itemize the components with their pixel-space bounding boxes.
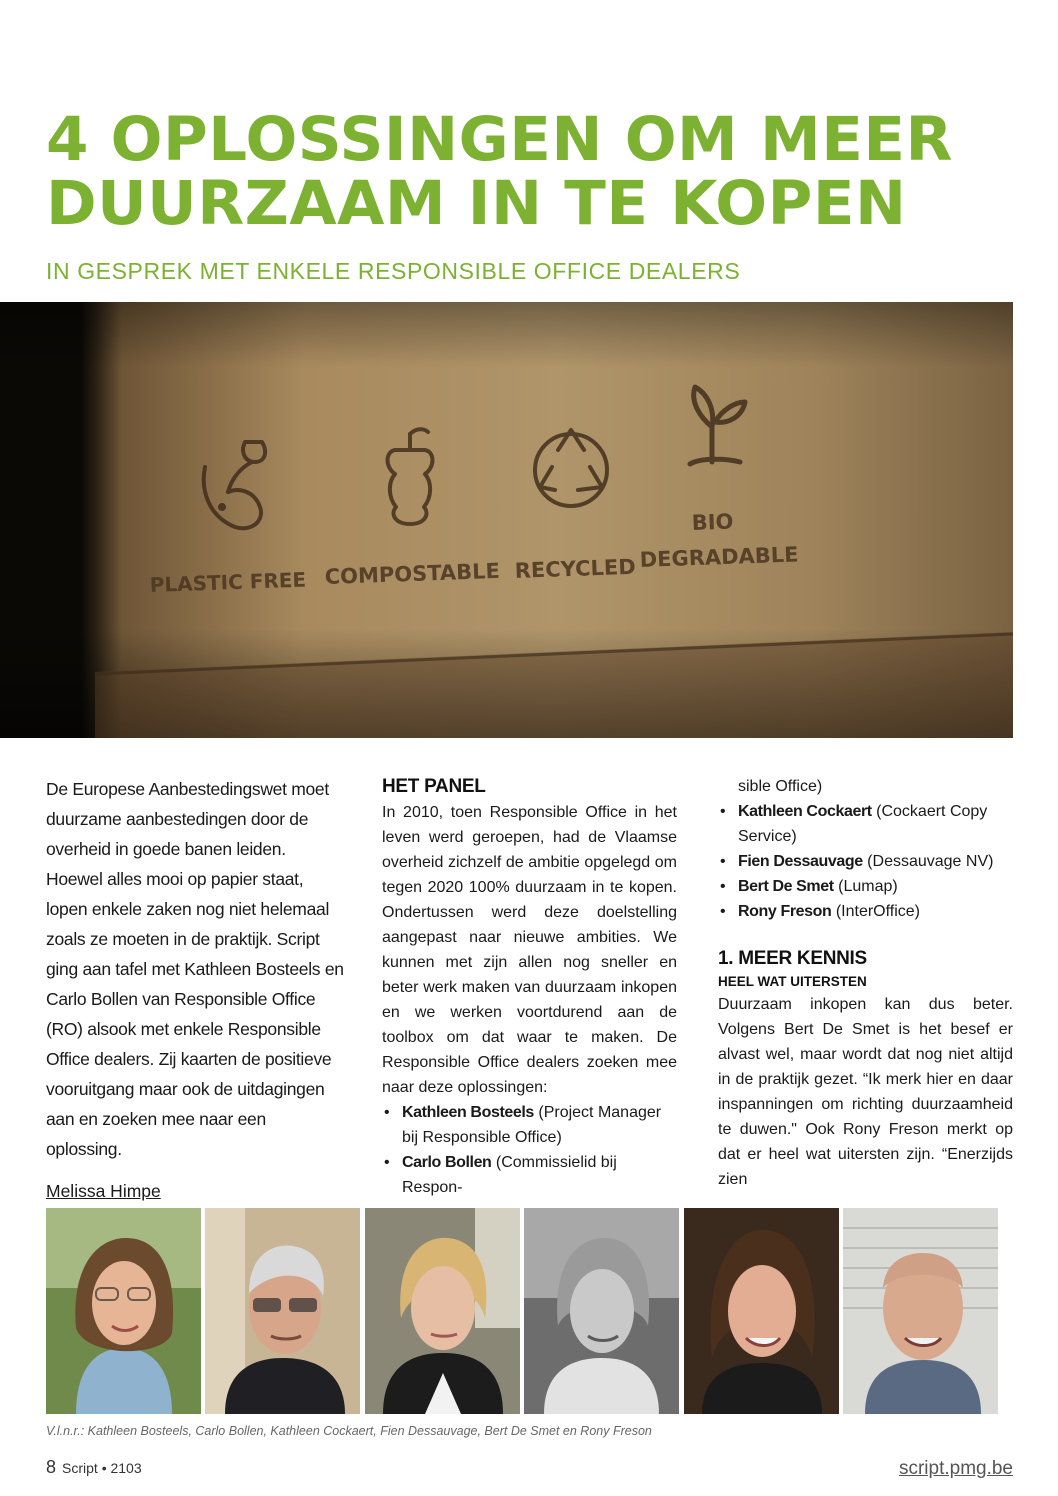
article-title-line-1: 4 OPLOSSINGEN OM MEER xyxy=(46,104,954,175)
portrait-photo xyxy=(684,1208,839,1414)
portrait-photo xyxy=(46,1208,201,1414)
list-continuation: sible Office) xyxy=(738,778,823,795)
portrait-photo xyxy=(843,1208,998,1414)
portrait-strip xyxy=(46,1208,998,1414)
label-bio: BIO xyxy=(691,509,734,535)
member-name: Rony Freson xyxy=(738,903,832,920)
list-item xyxy=(382,1100,677,1150)
list-item xyxy=(718,849,1013,874)
member-org: (Project Manager bij Responsible Office) xyxy=(402,1104,662,1146)
label-compostable: COMPOSTABLE xyxy=(324,558,501,589)
member-name: Carlo Bollen xyxy=(402,1154,492,1171)
section-heading: 1. MEER KENNIS xyxy=(718,948,867,969)
panel-column xyxy=(382,774,677,1200)
intro-column xyxy=(46,774,346,1206)
member-org: (InterOffice) xyxy=(831,903,921,920)
photo-caption: V.l.n.r.: Kathleen Bosteels, Carlo Bollen, Kathleen Cockaert, Fien Dessauvage, Bert De Smet en Rony Freson xyxy=(46,1424,652,1438)
member-org: (Dessauvage NV) xyxy=(862,853,994,870)
member-org: (Cockaert Copy Service) xyxy=(738,803,988,845)
article-title-line-2: DUURZAAM IN TE KOPEN xyxy=(46,168,907,239)
list-item xyxy=(382,1150,677,1200)
portrait-photo xyxy=(524,1208,679,1414)
page-number: 8 xyxy=(46,1457,57,1477)
member-name: Fien Dessauvage xyxy=(738,853,863,870)
author-link[interactable]: Melissa Himpe xyxy=(46,1181,161,1201)
portrait-photo xyxy=(205,1208,360,1414)
panel-member-list xyxy=(382,1100,677,1200)
label-recycled: RECYCLED xyxy=(514,554,637,583)
panel-heading: HET PANEL xyxy=(382,776,486,797)
article-title xyxy=(46,104,1006,239)
intro-text: De Europese Aanbestedingswet moet duurzame aanbestedingen door de overheid in goede banen leiden. Hoewel alles mooi op papier staat, lopen enkele zaken nog niet helemaal zoals ze moeten in de praktijk. Script ging aan tafel met Kathleen Bosteels en Carlo Bollen van Responsible Office (RO) alsook met enkele Responsible Office dealers. Zij kaarten de positieve vooruitgang maar ook de uitdagingen aan en zoeken mee naar een oplossing. xyxy=(46,779,344,1159)
page-footer-left xyxy=(46,1457,142,1478)
list-item xyxy=(718,799,1013,849)
member-org: (Lumap) xyxy=(833,878,898,895)
hero-image xyxy=(0,302,1013,738)
section-body: Duurzaam inkopen kan dus beter. Volgens Bert De Smet is het besef er alvast wel, maar wordt dat nog niet altijd in de praktijk gezet. “Ik merk hier en daar inspanningen om richting duurzaamheid te duwen." Ook Rony Freson merkt op dat er heel wat uitersten zijn. “Enerzijds zien xyxy=(718,996,1013,1188)
panel-body: In 2010, toen Responsible Office in het leven werd geroepen, had de Vlaamse overheid zichzelf de ambitie opgelegd om tegen 2020 100% duurzaam in te kopen. Ondertussen werd deze doelstelling aangepast naar nieuwe ambities. We kunnen met zijn allen nog sneller en beter werk maken van duurzaam inkopen en we werken voortdurend aan de toolbox om dat waar te maken. De Responsible Office dealers zoeken mee naar deze oplossingen: xyxy=(382,804,677,1096)
section-column xyxy=(718,774,1013,1192)
member-name: Kathleen Cockaert xyxy=(738,803,872,820)
list-item xyxy=(718,899,1013,924)
panel-member-list-continued xyxy=(718,799,1013,924)
publication-issue: Script • 2103 xyxy=(62,1460,142,1476)
label-plastic-free: PLASTIC FREE xyxy=(149,567,307,597)
list-item xyxy=(718,874,1013,899)
article-subtitle: IN GESPREK MET ENKELE RESPONSIBLE OFFICE DEALERS xyxy=(46,258,741,284)
member-name: Kathleen Bosteels xyxy=(402,1104,534,1121)
section-subheading: HEEL WAT UITERSTEN xyxy=(718,974,867,989)
label-degradable: DEGRADABLE xyxy=(639,542,799,572)
website-link[interactable]: script.pmg.be xyxy=(898,1458,1013,1479)
member-org: (Commissielid bij Respon- xyxy=(402,1154,617,1196)
member-name: Bert De Smet xyxy=(738,878,834,895)
portrait-photo xyxy=(365,1208,520,1414)
